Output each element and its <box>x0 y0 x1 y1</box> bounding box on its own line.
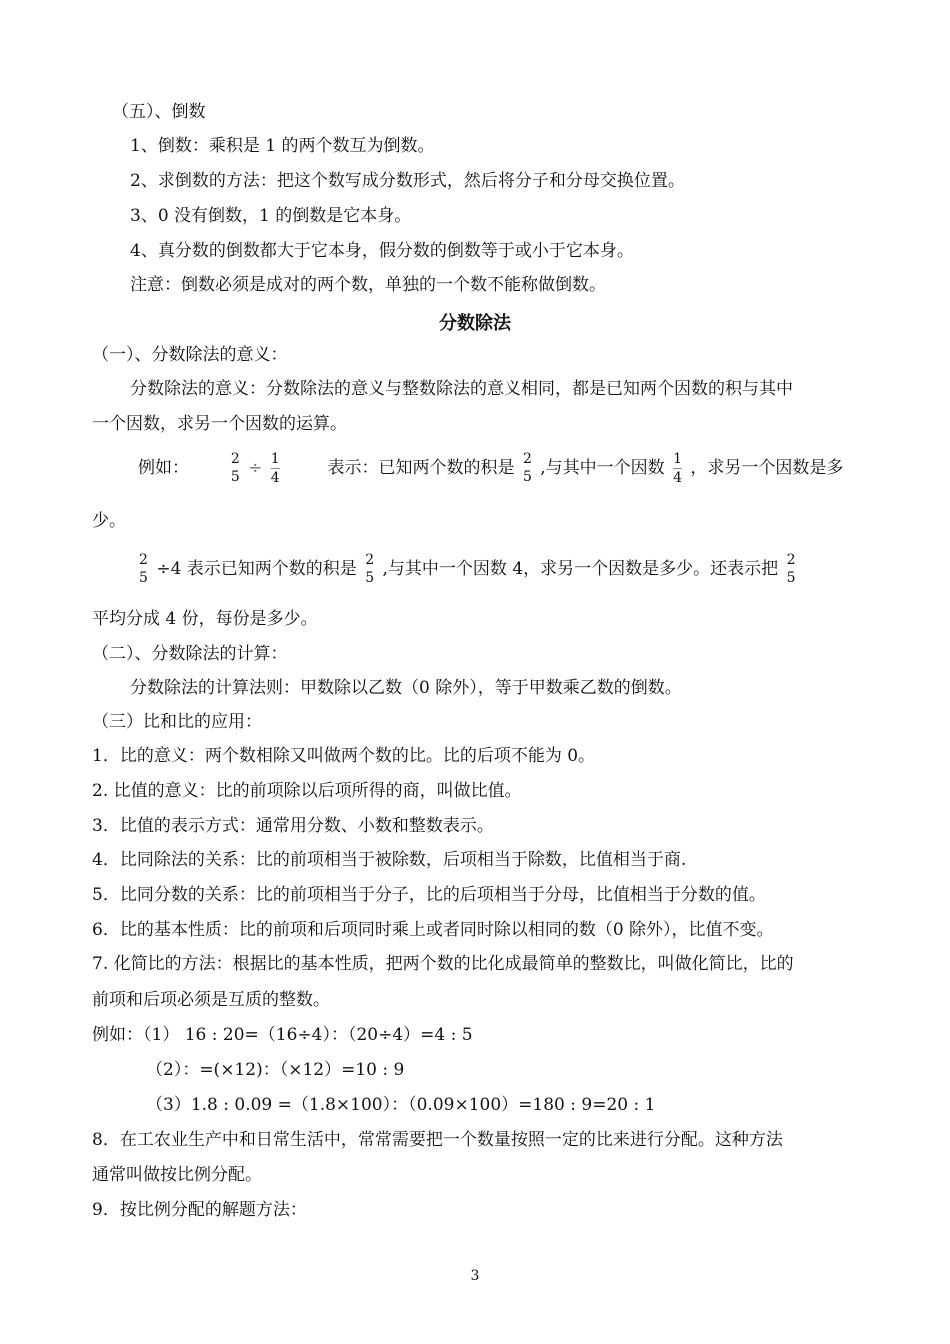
reciprocal-item-2: 2、求倒数的方法：把这个数写成分数形式，然后将分子和分母交换位置。 <box>130 171 685 191</box>
fraction: 2 5 <box>786 552 796 586</box>
example-text: ÷4 表示已知两个数的积是 <box>156 559 357 579</box>
part-1-heading: （一）、分数除法的意义： <box>92 345 288 365</box>
example-text: 表示：已知两个数的积是 <box>327 458 515 478</box>
example-2 <box>136 547 798 591</box>
fraction: 2 5 <box>230 451 240 485</box>
example-1-continued: 少。 <box>92 511 126 531</box>
simplify-example-1: 例如：（1） 16 : 20=（16÷4）：（20÷4）=4 : 5 <box>92 1025 473 1045</box>
example-text: ，求另一个因数是多 <box>690 458 844 478</box>
meaning-line-2: 一个因数，求另一个因数的运算。 <box>92 414 347 434</box>
ratio-item-7-line-2: 前项和后项必须是互质的整数。 <box>92 990 330 1010</box>
section-5-heading: （五）、倒数 <box>112 102 206 122</box>
ratio-item-7-line-1: 7. 化简比的方法：根据比的基本性质，把两个数的比化成最简单的整数比，叫做化简比，比的 <box>92 954 794 974</box>
ratio-item-5: 5．比同分数的关系：比的前项相当于分子，比的后项相当于分母，比值相当于分数的值。 <box>92 885 766 905</box>
example-1 <box>138 448 843 488</box>
example-text: ,与其中一个因数 4，求另一个因数是多少。还表示把 <box>382 559 779 579</box>
meaning-line-1: 分数除法的意义：分数除法的意义与整数除法的意义相同，都是已知两个因数的积与其中 <box>130 379 793 399</box>
fraction: 2 5 <box>365 552 375 586</box>
reciprocal-item-1: 1、倒数：乘积是 1 的两个数互为倒数。 <box>130 136 435 156</box>
division-rule: 分数除法的计算法则：甲数除以乙数（0 除外），等于甲数乘乙数的倒数。 <box>130 678 682 698</box>
section-title: 分数除法 <box>439 313 511 334</box>
fraction: $\frac{1}{4}$ <box>673 450 682 486</box>
example-2-continued: 平均分成 4 份，每份是多少。 <box>92 609 318 629</box>
fraction: $\frac{1}{4}$ <box>270 450 280 486</box>
ratio-item-2: 2. 比值的意义：比的前项除以后项所得的商，叫做比值。 <box>92 781 522 801</box>
reciprocal-item-3: 3、0 没有倒数，1 的倒数是它本身。 <box>130 206 412 226</box>
fraction: 2 5 <box>139 552 148 586</box>
ratio-item-1: 1．比的意义：两个数相除又叫做两个数的比。比的后项不能为 0。 <box>92 746 596 766</box>
reciprocal-note: 注意：倒数必须是成对的两个数，单独的一个数不能称做倒数。 <box>130 275 606 295</box>
page-number: 3 <box>470 1268 480 1284</box>
ratio-item-8-line-2: 通常叫做按比例分配。 <box>92 1165 262 1185</box>
ratio-item-6: 6．比的基本性质：比的前项和后项同时乘上或者同时除以相同的数（0 除外），比值不变。 <box>92 920 774 940</box>
example-label: 例如： <box>138 458 189 478</box>
part-2-heading: （二）、分数除法的计算： <box>92 644 288 664</box>
example-text: ,与其中一个因数 <box>540 458 665 478</box>
divide-sign: ÷ <box>248 458 263 478</box>
ratio-item-9: 9．按比例分配的解题方法： <box>92 1200 307 1220</box>
fraction: 2 5 <box>522 451 532 485</box>
ratio-item-4: 4．比同除法的关系：比的前项相当于被除数，后项相当于除数，比值相当于商. <box>92 850 687 870</box>
simplify-example-3: （3）1.8 : 0.09 =（1.8×100）：（0.09×100）=180 : 9=20 : 1 <box>146 1095 656 1115</box>
simplify-example-2: （2）：=(×12)：（×12）=10 : 9 <box>146 1060 405 1080</box>
ratio-item-8-line-1: 8．在工农业生产中和日常生活中，常常需要把一个数量按照一定的比来进行分配。这种方法 <box>92 1130 783 1150</box>
reciprocal-item-4: 4、真分数的倒数都大于它本身，假分数的倒数等于或小于它本身。 <box>130 241 634 261</box>
ratio-item-3: 3．比值的表示方式：通常用分数、小数和整数表示。 <box>92 816 494 836</box>
part-3-heading: （三）比和比的应用： <box>92 712 262 732</box>
